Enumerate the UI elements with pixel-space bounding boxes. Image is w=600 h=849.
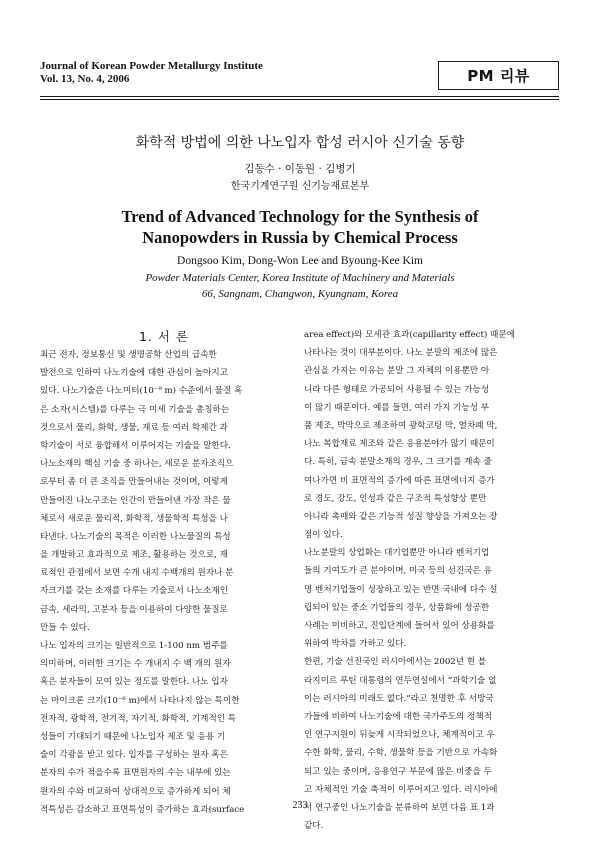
body-text-line: 점이 있다. [304,530,343,541]
body-text-line: 체로서 새로운 물리적, 화학적, 생물학적 특성을 나 [40,513,228,524]
body-text-line: 학기술이 서로 융합해서 이루어지는 기술을 말한다. [40,440,231,451]
body-text-line: 만들 수 있다. [40,622,90,633]
body-text-line: 나노분말의 상업화는 대기업뿐만 아니라 벤처기업 [304,548,490,559]
body-text-line: 것으로서 물리, 화학, 생물, 재료 등 여러 학제간 과 [40,422,228,433]
body-text-line: 나노소재의 핵심 기술 중 하나는, 새로운 분자조직으 [40,459,234,470]
body-text-line: 료적인 관점에서 보면 수개 내지 수백개의 원자나 분 [40,568,234,579]
header-rule-bottom [40,99,559,100]
body-text-line: 니라 다른 형태로 가공되어 사용될 수 있는 가능성 [304,384,490,395]
section-heading: 1. 서 론 [138,329,190,344]
body-text-line: 위하여 박차를 가하고 있다. [304,639,407,650]
body-text-line: 사례는 미비하고, 진입단계에 들어서 있어 상용화를 [304,621,495,631]
body-text-line: 인 연구지원이 뒤늦게 시작되었으나, 체계적이고 우 [304,730,495,741]
body-text-line: 한편, 기술 선진국인 러시아에서는 2002년 현 블 [304,657,487,668]
body-text-line: 립되어 있는 중소 기업들의 경우, 상품화에 성공한 [304,602,490,613]
body-text-line: 는 마이크론 크기(10⁻⁶ m)에서 나타나지 않는 특이한 [40,695,240,706]
body-text-line: 같다. [304,821,324,832]
body-text-line: 로 경도, 강도, 인성과 같은 구조적 특성향상 뿐만 [304,493,487,504]
body-text-line: 명 벤처기업들이 성장하고 있는 반면 국내에 다수 설 [304,584,498,595]
journal-name: Journal of Korean Powder Metallurgy Institute [40,60,263,72]
body-text-line: 이 많기 때문이다. 예를 들면, 여러 가지 기능성 부 [304,402,490,413]
body-text-line: 성들이 기대되기 때문에 나노입자 제조 및 응용 기 [40,731,226,742]
english-affiliation-line: Powder Materials Center, Korea Institute of Machinery and Materials [145,272,455,284]
korean-title: 화학적 방법에 의한 나노입자 합성 러시아 신기술 동향 [135,135,465,151]
korean-authors: 김동수 · 이동원 · 김병기 [244,163,356,175]
body-text-line: 여나가면 비 표면적의 증가에 따른 표면에너지 증가 [304,475,495,486]
body-text-line: 의미하며, 이러한 크기는 수 개내지 수 백 개의 원자 [40,659,231,670]
body-text-line: area effect)와 모세관 효과(capillarity effect) 때문에 [304,330,515,340]
body-text-line: 적특성은 감소하고 표면특성이 증가하는 효과(surface [40,804,245,815]
body-column-left [40,346,294,819]
body-text-line: 술이 각광을 받고 있다. 입자를 구성하는 원자 혹은 [40,750,228,761]
page-number: 233 [292,800,308,811]
english-authors: Dongsoo Kim, Dong-Won Lee and Byoung-Kee Kim [177,255,423,267]
body-text-line: 로부터 좀 더 큰 조직을 만들어내는 것이며, 이렇게 [40,477,228,488]
body-text-line: 이는 러시아의 미래도 없다.”라고 천명한 후 서방국 [304,693,494,704]
body-text-line: 금속, 세라믹, 고분자 등을 이용하여 다양한 물질로 [40,604,228,615]
header-rule-top [40,96,559,97]
journal-header [40,60,263,86]
body-text-line: 만들어진 나노구조는 인간이 만들어낸 가장 작은 물 [40,495,231,506]
body-text-line: 고 자체적인 기술 축적이 이루어지고 있다. 러시아에 [304,784,498,795]
body-text-line: 되고 있는 중이며, 응용연구 부문에 많은 비중을 두 [304,766,492,777]
body-text-line: 분자의 수가 적을수록 표면원자의 수는 내부에 있는 [40,768,231,779]
body-text-line: 은 소자(시스템)를 다루는 극 미세 기술을 총칭하는 [40,404,230,415]
category-badge: PM 리뷰 [438,61,559,90]
body-text-line: 원자의 수와 비교하여 상대적으로 증가하게 되어 체 [40,786,231,797]
english-title-line: Nanopowders in Russia by Chemical Process [142,228,458,247]
body-text-line: 타낸다. 나노기술의 목적은 이러한 나노물질의 특성 [40,531,231,542]
volume-issue: Vol. 13, No. 4, 2006 [40,73,130,85]
body-text-line: 나노 복합재료 제조와 같은 응용분야가 많기 때문이 [304,439,495,450]
body-text-line: 품 제조, 박막으로 제조하여 광학코팅 막, 열차폐 막, [304,420,498,431]
body-text-line: 들의 기여도가 큰 분야이며, 미국 등의 선진국은 유 [304,566,492,577]
body-text-line: 있다. 나노기술은 나노미터(10⁻⁹ m) 수준에서 물질 혹 [40,386,243,397]
body-text-line: 혹은 분자들이 모여 있는 정도를 말한다. 나노 입자 [40,677,228,688]
english-affiliation-line: 66, Sangnam, Changwon, Kyungnam, Korea [201,288,399,300]
body-text-line: 라지미르 푸틴 대통령의 연두연설에서 “과학기술 없 [304,675,497,686]
english-title [0,206,600,248]
body-text-line: 발전으로 인하여 나노기술에 대한 관심이 높아지고 [40,368,228,379]
body-text-line: 다. 특히, 금속 분말소재의 경우, 그 크기를 계속 줄 [304,457,492,468]
body-text-line: 나타나는 것이 대부분이다. 나노 분말의 제조에 많은 [304,348,498,359]
body-text-line: 서 연구중인 나노기술을 분류하여 보면 다음 표 1과 [304,802,495,813]
body-text-line: 자크기를 갖는 소재를 다루는 기술로서 나노소재인 [40,586,228,597]
body-text-line: 나노 입자의 크기는 일반적으로 1-100 nm 범주를 [40,641,228,651]
body-text-line: 최근 전자, 정보통신 및 생명공학 산업의 급속한 [40,350,217,360]
body-text-line: 전자적, 광학적, 전기적, 자기적, 화학적, 기계적인 특 [40,713,237,724]
body-text-line: 을 개발하고 효과적으로 제조, 활용하는 것으로, 재 [40,550,228,561]
english-affiliation [0,270,600,302]
english-title-line: Trend of Advanced Technology for the Synthesis of [121,207,479,226]
korean-affiliation: 한국기계연구원 신기능재료본부 [230,181,370,192]
body-text-line: 가들에 비하여 나노기술에 대한 국가주도의 정책적 [304,711,492,722]
body-text-line: 아니라 촉매와 같은 기능적 성질 향상을 가져오는 장 [304,511,498,522]
body-text-line: 수한 화학, 물리, 수학, 생물학 등을 기반으로 가속화 [304,748,498,759]
body-text-line: 관심을 가지는 이유는 분말 그 자체의 이용뿐만 아 [304,366,490,377]
body-column-right [304,326,562,835]
